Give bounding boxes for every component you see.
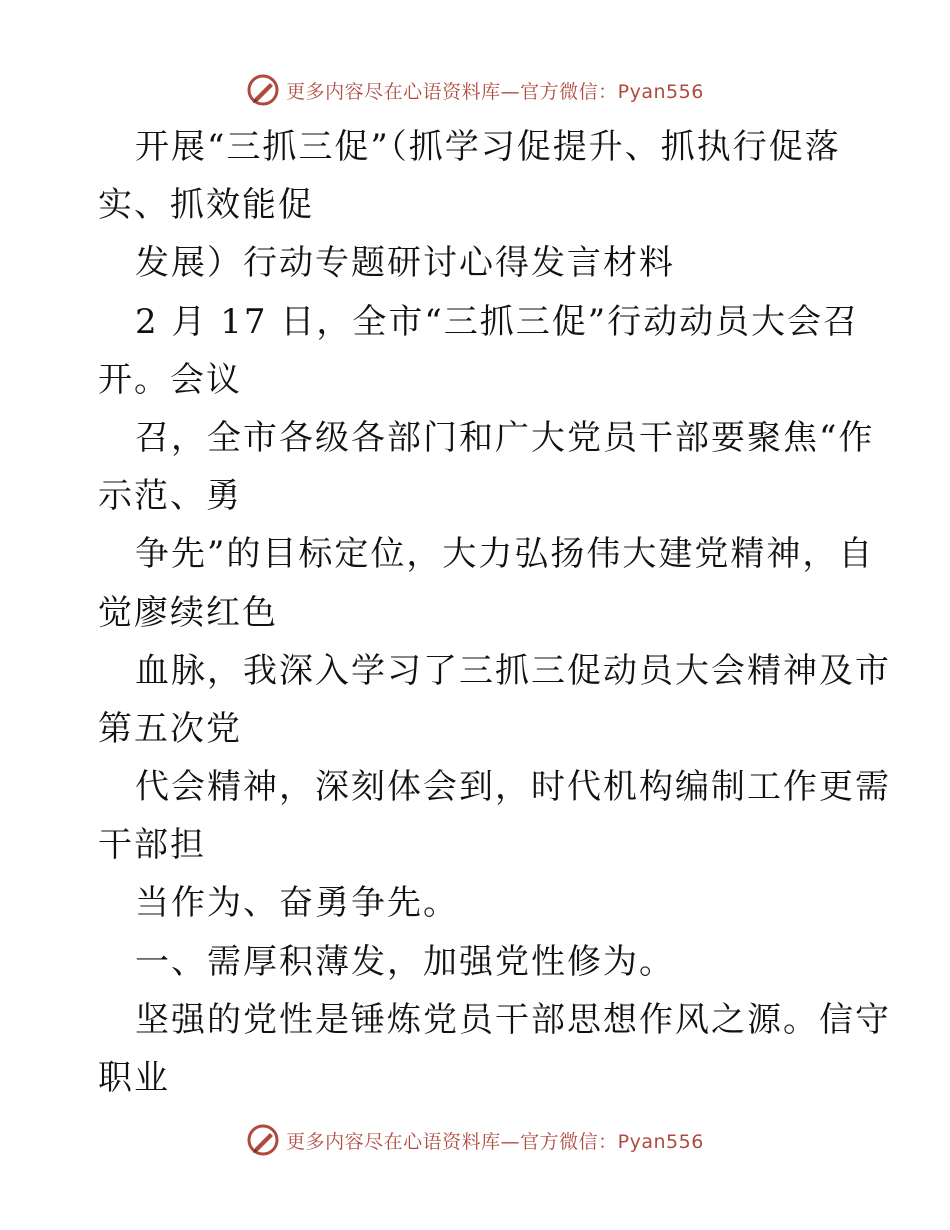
text-line: 职业 xyxy=(98,1058,170,1098)
text-line: 干部担 xyxy=(98,825,206,866)
pen-logo-icon xyxy=(246,73,280,107)
text-line: 觉廖续红色 xyxy=(98,592,278,633)
footer-banner-text: 更多内容尽在心语资料库—官方微信：Pyan556 xyxy=(286,1130,704,1153)
footer-banner xyxy=(0,1120,950,1160)
text-line: 当作为、奋勇争先。 xyxy=(135,883,459,924)
text-line: 代会精神，深刻体会到，时代机构编制工作更需 xyxy=(135,767,891,808)
text-line: 坚强的党性是锤炼党员干部思想作风之源。信守 xyxy=(135,999,891,1040)
text-line: 2 月 17 日，全市“三抓三促”行动动员大会召 xyxy=(135,301,860,342)
text-line: 开展“三抓三促”（抓学习促提升、抓执行促落 xyxy=(135,127,841,167)
pen-logo-icon xyxy=(246,1123,280,1157)
text-line: 争先”的目标定位，大力弘扬伟大建党精神，自 xyxy=(135,534,875,575)
text-line: 召，全市各级各部门和广大党员干部要聚焦“作 xyxy=(135,417,875,458)
header-banner-text: 更多内容尽在心语资料库—官方微信：Pyan556 xyxy=(286,80,704,103)
text-line: 血脉，我深入学习了三抓三促动员大会精神及市 xyxy=(135,650,891,691)
text-line: 示范、勇 xyxy=(98,476,242,517)
text-line: 实、抓效能促 xyxy=(98,185,314,226)
text-line: 发展）行动专题研讨心得发言材料 xyxy=(135,243,675,284)
text-line: 第五次党 xyxy=(98,708,242,749)
header-banner xyxy=(0,70,950,110)
document-body xyxy=(98,118,891,1107)
text-line: 一、需厚积薄发，加强党性修为。 xyxy=(135,941,675,982)
text-line: 开。会议 xyxy=(98,359,242,400)
